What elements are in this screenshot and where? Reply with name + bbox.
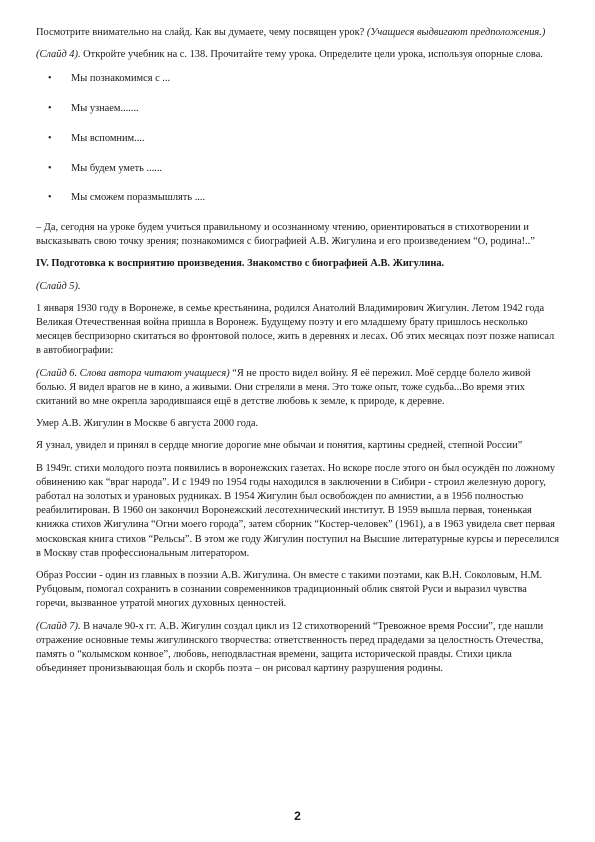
slide6-quote: “Я не просто видел войну. Я её пережил. Моё сердце болело живой болью. Я видел врагов не в кино, а живыми. Они стреляли в меня. Это тоже опыт, тоже судьба...Во время этих скитаний во мне окрепла зародившаяся ещё в детстве любовь к земле, к природе, к деревне. [36, 367, 531, 407]
list-item-text: Мы познакомимся с ... [71, 73, 171, 85]
quote-end-paragraph: Я узнал, увидел и принял в сердце многие дорогие мне обычаи и понятия, картины средней, степной России” [36, 440, 523, 452]
bullet-icon: • [48, 103, 52, 115]
list-item [36, 162, 560, 176]
intro-paragraph [36, 26, 560, 40]
intro-note: (Учащиеся выдвигают предположения.) [366, 27, 546, 38]
slide4-text: Откройте учебник на с. 138. Прочитайте тему урока. Определите цели урока, используя опорные слова. [80, 49, 543, 61]
list-item [36, 132, 560, 146]
goals-list [36, 72, 560, 205]
list-item [36, 102, 560, 116]
slide5-label: (Слайд 5). [36, 280, 81, 292]
slide7-label: (Слайд 7). [36, 620, 81, 632]
list-item-text: Мы узнаем....... [71, 103, 139, 115]
bullet-icon: • [48, 73, 52, 85]
answer-paragraph: – Да, сегодня на уроке будем учиться правильному и осознанному чтению, ориентироваться в стихотворении и высказывать свою точку зрения; познакомимся с биографией А.В. Жигулина и его произведением “О, родина!..” [36, 221, 535, 248]
list-item-text: Мы будем уметь ...... [71, 162, 163, 174]
biography-paragraph-1: 1 января 1930 году в Воронеже, в семье крестьянина, родился Анатолий Владимирович Жигулин. Летом 1942 года Великая Отечественная война пришла в Воронеж. Будущему поэту и его младшему брату пришлось несколько месяцев беспризорно скитаться во фронтовой полосе, жить в деревнях и лесах. Об этих месяцах поэт позже написал в автобиографии: [36, 302, 555, 357]
biography-paragraph-2: В 1949г. стихи молодого поэта появились в воронежских газетах. Но вскоре после этого он был осуждён по ложному обвинению как “враг народа”. И с 1949 по 1954 годы находился в заключении в Сибири - строил железную дорогу, работал на золотых и урановых рудниках. В 1954 Жигулин был освобожден по амнистии, а в 1956 полностью реабилитирован. В 1960 он закончил Воронежский лесотехнический институт. В 1959 вышла первая, тоненькая книжка стихов Жигулина “Огни моего города”, затем сборник “Костер-человек” (1961), а в 1963 увидела свет первая московская книга стихов “Рельсы”. В этом же году Жигулин поступил на Высшие литературные курсы и переселился в Москву став профессиональным литератором. [36, 462, 560, 559]
bullet-icon: • [48, 132, 52, 144]
document-page [36, 26, 560, 684]
section-heading: IV. Подготовка к восприятию произведения. Знакомство с биографией А.В. Жигулина. [36, 258, 445, 270]
slide4-paragraph [36, 48, 560, 62]
page-number: 2 [294, 809, 301, 823]
bullet-icon: • [48, 192, 52, 204]
slide6-paragraph [36, 367, 560, 410]
bullet-icon: • [48, 162, 52, 174]
list-item [36, 191, 560, 205]
slide7-paragraph [36, 620, 560, 677]
slide7-text: В начале 90-х гг. А.В. Жигулин создал цикл из 12 стихотворений “Тревожное время России”, где нашли отражение основные темы жигулинского творчества: ответственность перед прадедами за целостность Отечества, память о “колымском конвое”, любовь, неподвластная времени, защита исторической правды. Стихи цикла объединяет пронизывающая боль и скорбь поэта – он рисовал картину разрушения родины. [36, 620, 544, 675]
intro-question: Посмотрите внимательно на слайд. Как вы думаете, чему посвящен урок? [36, 27, 367, 38]
list-item-text: Мы вспомним.... [71, 132, 145, 144]
slide6-label: (Слайд 6. Слова автора читают учащиеся) [36, 367, 230, 379]
list-item [36, 72, 560, 86]
death-line: Умер А.В. Жигулин в Москве 6 августа 2000 года. [36, 418, 259, 430]
slide4-label: (Слайд 4). [36, 49, 81, 61]
biography-paragraph-3: Образ России - один из главных в поэзии А.В. Жигулина. Он вместе с такими поэтами, как В.Н. Соколовым, Н.М. Рубцовым, помогал сохранить в сознании современников традиционный облик святой Руси и выразил чувства горечи, вызванное утратой многих духовных ценностей. [36, 569, 543, 610]
list-item-text: Мы сможем поразмышлять .... [71, 192, 206, 204]
